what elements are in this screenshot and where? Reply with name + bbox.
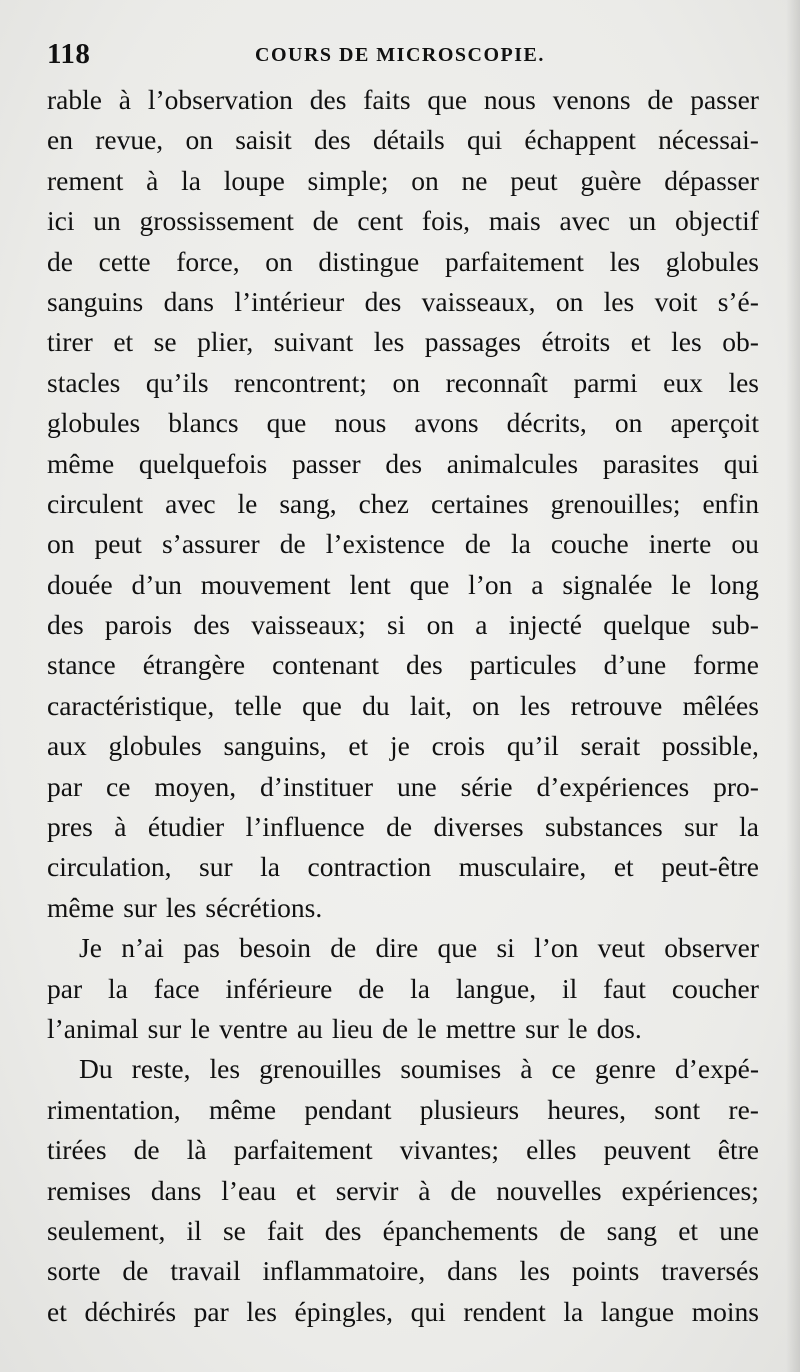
text-line: globules blancs que nous avons décrits, on aperçoit: [47, 407, 759, 439]
text-line: pres à étudier l’influence de diverses substances sur la: [47, 811, 759, 843]
paragraph: [47, 928, 759, 1049]
text-line: tirer et se plier, suivant les passages étroits et les ob-: [47, 326, 759, 358]
text-line: Du reste, les grenouilles soumises à ce genre d’expé-: [79, 1053, 759, 1085]
text-line: stance étrangère contenant des particules d’une forme: [47, 649, 759, 681]
text-line: en revue, on saisit des détails qui échappent nécessai-: [47, 124, 759, 156]
text-line: rement à la loupe simple; on ne peut guère dépasser: [47, 164, 759, 196]
text-line: on peut s’assurer de l’existence de la couche inerte ou: [47, 528, 759, 560]
text-line: sorte de travail inflammatoire, dans les points traversés: [47, 1255, 759, 1287]
text-line: et déchirés par les épingles, qui rendent la langue moins: [47, 1295, 759, 1327]
text-line: circulation, sur la contraction musculaire, et peut-être: [47, 851, 759, 883]
text-line: rable à l’observation des faits que nous venons de passer: [47, 84, 759, 115]
text-line: aux globules sanguins, et je crois qu’il serait possible,: [47, 730, 759, 762]
paragraph: [47, 1049, 759, 1332]
text-line: des parois des vaisseaux; si on a injecté quelque sub-: [47, 609, 759, 641]
page-header: [47, 38, 755, 78]
page-edge-shadow: [786, 0, 800, 1372]
text-line: de cette force, on distingue parfaitement les globules: [47, 245, 759, 277]
text-line: même quelquefois passer des animalcules parasites qui: [47, 447, 759, 479]
text-line: même sur les sécrétions.: [47, 891, 323, 923]
text-line: stacles qu’ils rencontrent; on reconnaît parmi eux les: [47, 366, 759, 398]
running-head: COURS DE MICROSCOPIE.: [255, 44, 545, 66]
text-line: douée d’un mouvement lent que l’on a signalée le long: [47, 568, 759, 600]
text-line: remises dans l’eau et servir à de nouvelles expériences;: [47, 1174, 759, 1206]
text-line: caractéristique, telle que du lait, on les retrouve mêlées: [47, 689, 759, 721]
text-line: seulement, il se fait des épanchements de sang et une: [47, 1214, 759, 1246]
text-line: sanguins dans l’intérieur des vaisseaux, on les voit s’é-: [47, 285, 759, 317]
text-line: l’animal sur le ventre au lieu de le mettre sur le dos.: [47, 1012, 642, 1044]
text-line: par la face inférieure de la langue, il faut coucher: [47, 972, 759, 1004]
text-line: rimentation, même pendant plusieurs heures, sont re-: [47, 1093, 759, 1125]
text-line: Je n’ai pas besoin de dire que si l’on veut observer: [79, 932, 759, 964]
page-number: 118: [47, 38, 91, 70]
text-line: par ce moyen, d’instituer une série d’expériences pro-: [47, 770, 759, 802]
body-text: [47, 80, 759, 1332]
text-line: circulent avec le sang, chez certaines grenouilles; enfin: [47, 487, 759, 519]
text-line: ici un grossissement de cent fois, mais avec un objectif: [47, 205, 759, 237]
text-line: tirées de là parfaitement vivantes; elles peuvent être: [47, 1134, 759, 1166]
paragraph: [47, 80, 759, 928]
